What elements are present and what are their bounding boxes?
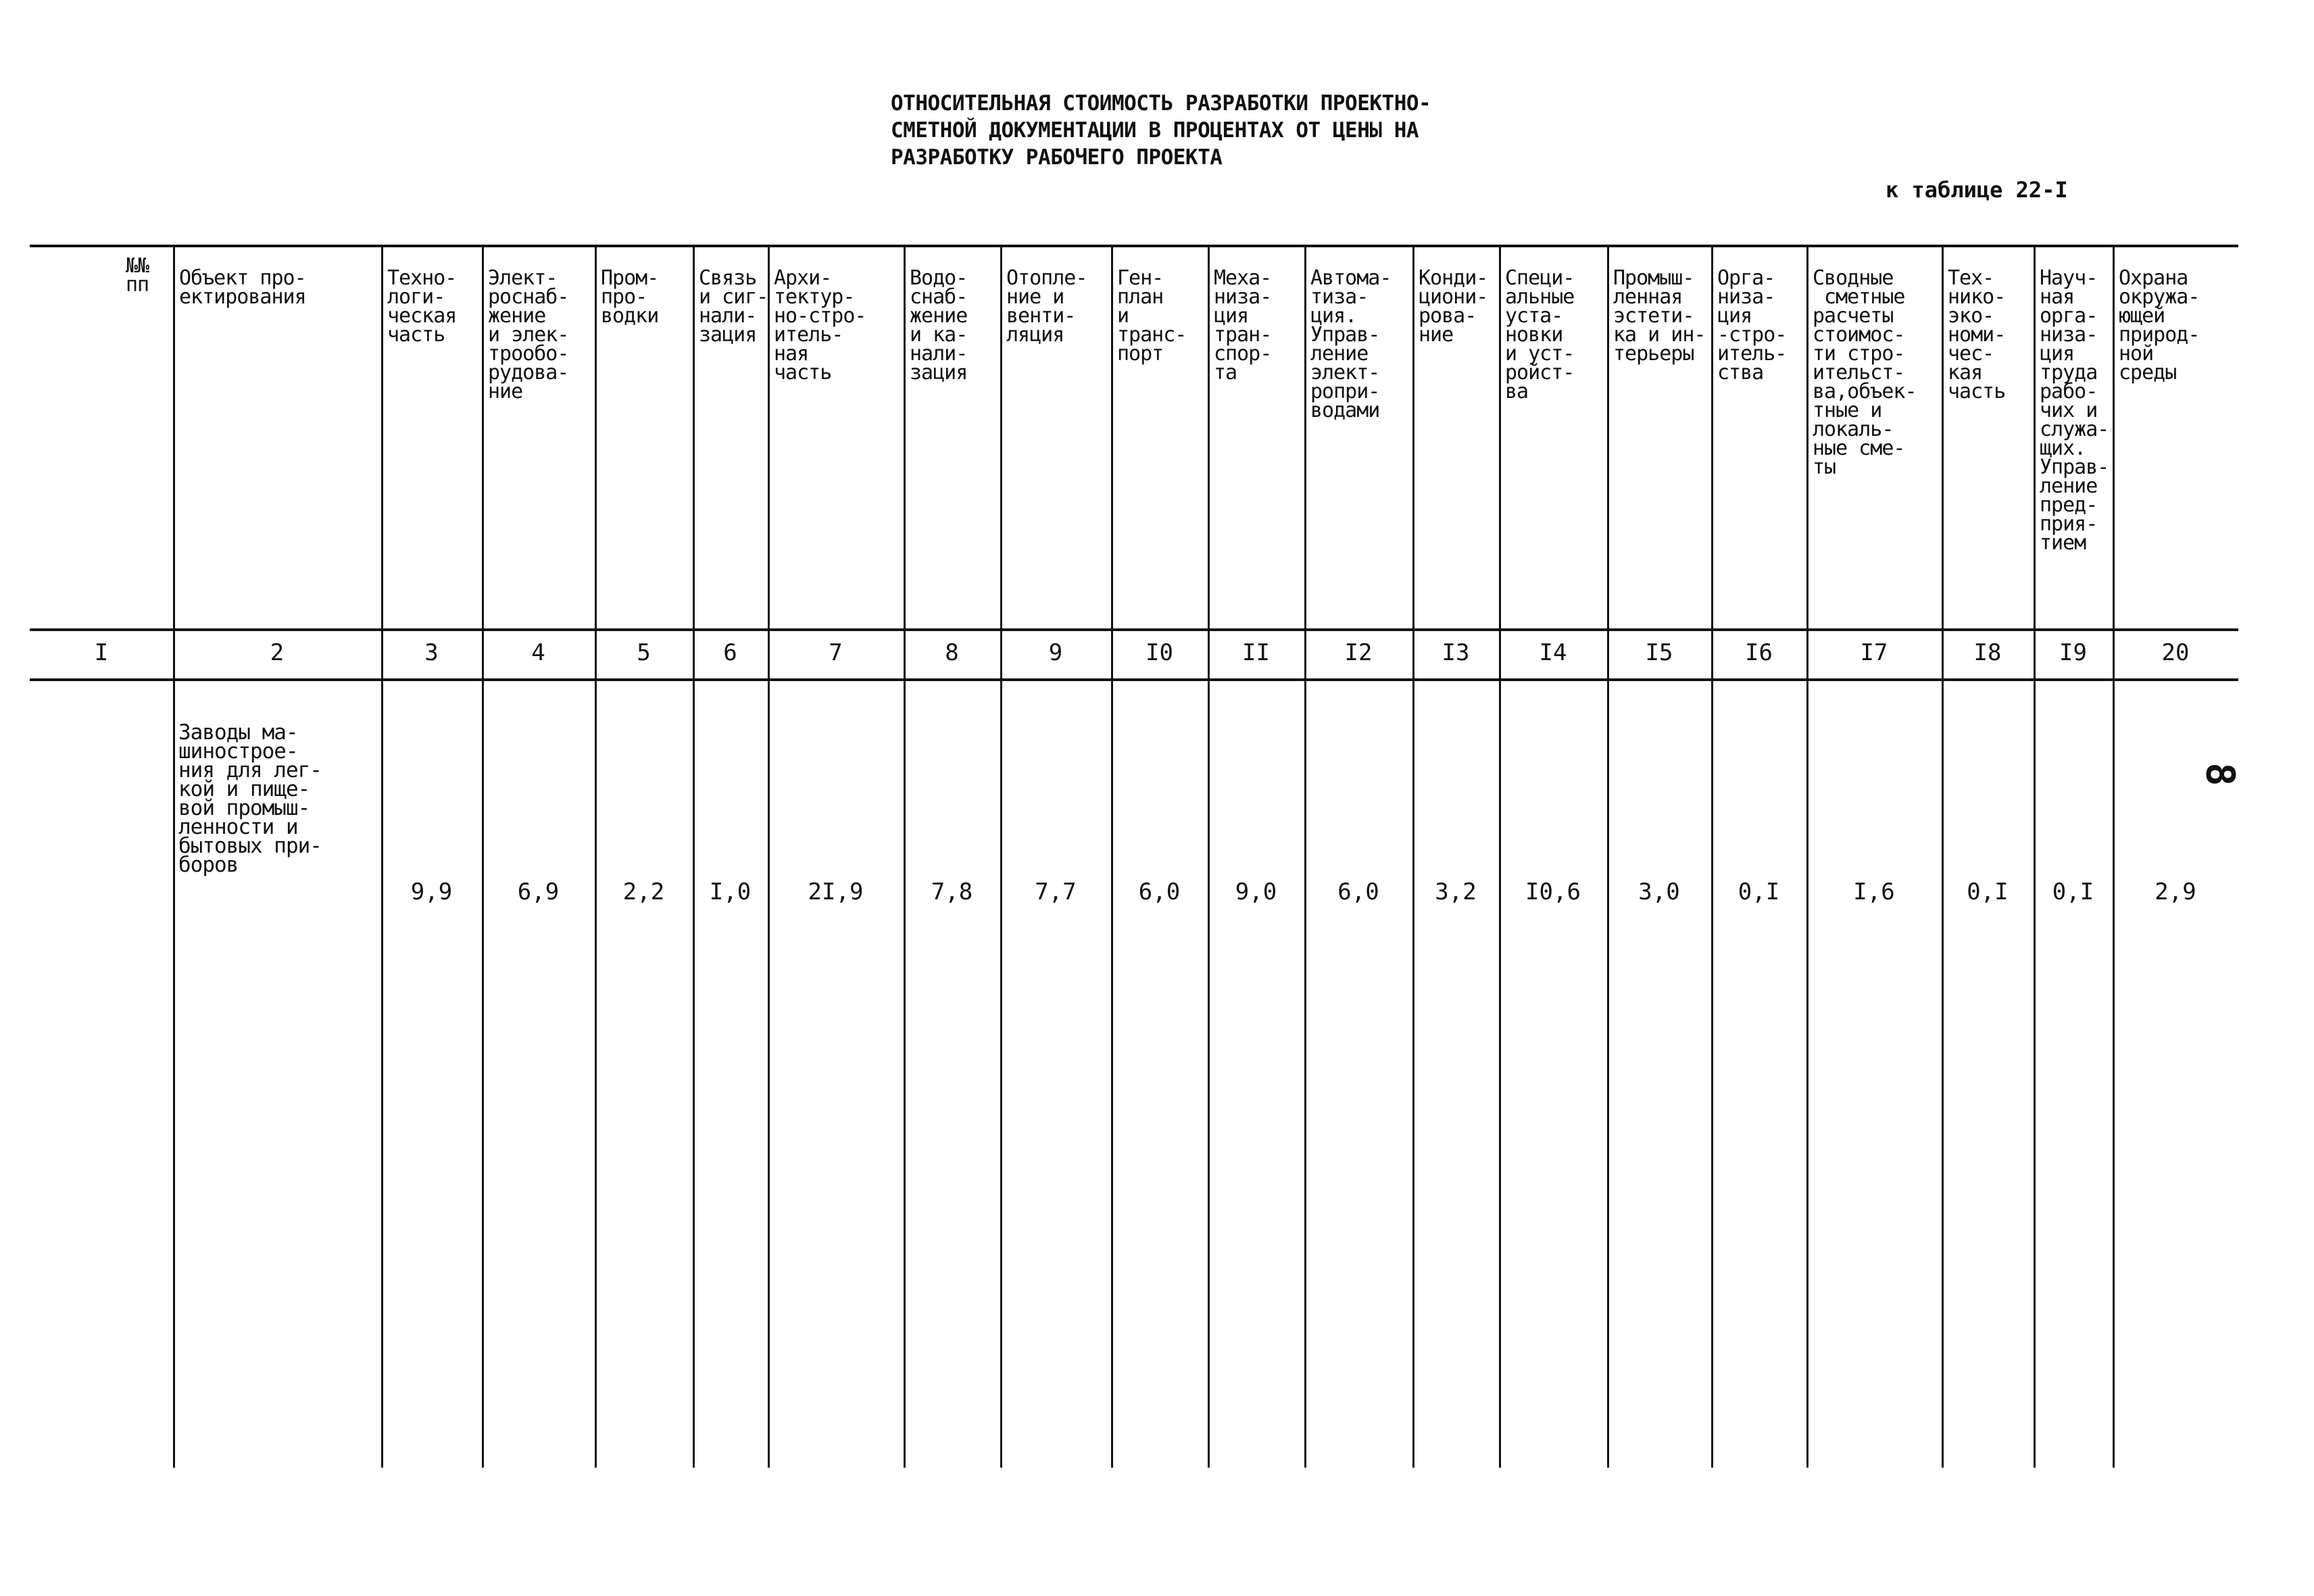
value-cell: 6,0 (1138, 878, 1181, 905)
column-divider (1806, 245, 1808, 1468)
column-divider (768, 245, 770, 1468)
column-number: I (94, 639, 109, 666)
header-bottom-rule (30, 628, 2238, 631)
column-divider (1412, 245, 1414, 1468)
column-header: Связь и сиг- нали- зация (699, 266, 768, 347)
column-divider (381, 245, 383, 1468)
column-number: I0 (1146, 639, 1173, 666)
column-number: I3 (1442, 639, 1470, 666)
column-divider (904, 245, 906, 1468)
column-number: I5 (1645, 639, 1673, 666)
number-row-rule (30, 678, 2238, 681)
column-header: Отопле- ние и венти- ляция (1006, 266, 1087, 347)
column-number: I2 (1344, 639, 1373, 666)
column-header: Меха- низа- ция тран- спор- та (1214, 266, 1272, 384)
value-cell: 7,7 (1035, 878, 1077, 905)
column-header: Объект про- ектирования (179, 266, 306, 309)
value-cell: I,6 (1853, 878, 1895, 905)
column-header: Промыш- ленная эстети- ка и ин- терьеры (1613, 266, 1706, 366)
column-header: Архи- тектур- но-стро- итель- ная часть (774, 266, 866, 384)
column-divider (482, 245, 484, 1468)
value-cell: 3,2 (1435, 878, 1477, 905)
column-number: I6 (1745, 639, 1773, 666)
column-number: 2 (270, 639, 285, 666)
column-number: I7 (1860, 639, 1888, 666)
column-number: I8 (1973, 639, 2002, 666)
title-line-1: ОТНОСИТЕЛЬНАЯ СТОИМОСТЬ РАЗРАБОТКИ ПРОЕКТНО- (891, 91, 1431, 116)
column-number: 4 (531, 639, 545, 666)
column-divider (1711, 245, 1713, 1468)
column-header: Конди- циони- рова- ние (1419, 266, 1488, 347)
value-cell: I0,6 (1525, 878, 1581, 905)
column-number: I9 (2059, 639, 2087, 666)
column-divider (1499, 245, 1501, 1468)
column-header: Элект- роснаб- жение и элек- трообо- рудова- ние (488, 266, 569, 403)
column-number: 7 (829, 639, 843, 666)
column-header: Пром- про- водки (601, 266, 659, 328)
column-divider (173, 245, 175, 1468)
column-divider (693, 245, 695, 1468)
column-number: 20 (2161, 639, 2190, 666)
column-number: 9 (1048, 639, 1063, 666)
column-header: Ген- план и транс- порт (1117, 266, 1187, 366)
object-name-cell: Заводы ма- шинострое- ния для лег- кой и пище- вой промыш- ленности и бытовых при- боров (178, 720, 322, 877)
column-number: I4 (1539, 639, 1567, 666)
value-cell: 0,I (1967, 878, 2009, 905)
column-divider (1304, 245, 1306, 1468)
column-divider (1607, 245, 1609, 1468)
column-header: Охрана окружа- ющей природ- ной среды (2119, 266, 2200, 384)
document-title (891, 90, 1567, 171)
column-header: Водо- снаб- жение и ка- нали- зация (910, 266, 968, 384)
column-header: Автома- тиза- ция. Управ- ление элект- ропри- водами (1310, 266, 1392, 422)
title-line-3: РАЗРАБОТКУ РАБОЧЕГО ПРОЕКТА (891, 145, 1223, 170)
table-top-rule (30, 245, 2238, 247)
column-divider (2113, 245, 2115, 1468)
column-number: 5 (637, 639, 651, 666)
value-cell: 2,9 (2155, 878, 2196, 905)
value-cell: 9,9 (410, 878, 453, 905)
value-cell: 0,I (2052, 878, 2094, 905)
column-header: Специ- альные уста- новки и уст- ройст- ва (1505, 266, 1575, 403)
column-divider (1942, 245, 1944, 1468)
column-header: Науч- ная орга- низа- ция труда рабо- чих и служа- щих. Управ- ление пред- прия- тием (2040, 266, 2109, 555)
column-header: №№ пп (126, 254, 149, 297)
value-cell: 6,0 (1337, 878, 1379, 905)
column-number: 6 (723, 639, 737, 666)
column-header: Тех- нико- эко- номи- чес- кая часть (1948, 266, 2006, 403)
value-cell: 3,0 (1638, 878, 1680, 905)
column-header: Орга- низа- ция -стро- итель- ства (1717, 266, 1787, 384)
value-cell: 2I,9 (808, 878, 864, 905)
column-divider (1208, 245, 1210, 1468)
value-cell: 2,2 (622, 878, 665, 905)
page-number: 8 (2197, 762, 2244, 787)
value-cell: 0,I (1738, 878, 1780, 905)
value-cell: I,0 (709, 878, 752, 905)
column-divider (595, 245, 597, 1468)
column-divider (1000, 245, 1002, 1468)
column-divider (1111, 245, 1113, 1468)
value-cell: 9,0 (1235, 878, 1277, 905)
table-reference: к таблице 22-I (1886, 177, 2068, 203)
column-header: Сводные сметные расчеты стоимос- ти стро- ительст- ва,объек- тные и локаль- ные сме- ты (1813, 266, 1917, 479)
value-cell: 6,9 (517, 878, 560, 905)
column-number: 3 (424, 639, 439, 666)
column-number: II (1242, 639, 1270, 666)
column-divider (2034, 245, 2036, 1468)
title-line-2: СМЕТНОЙ ДОКУМЕНТАЦИИ В ПРОЦЕНТАХ ОТ ЦЕНЫ НА (891, 118, 1419, 143)
value-cell: 7,8 (931, 878, 973, 905)
column-number: 8 (945, 639, 959, 666)
column-header: Техно- логи- ческая часть (387, 266, 457, 347)
